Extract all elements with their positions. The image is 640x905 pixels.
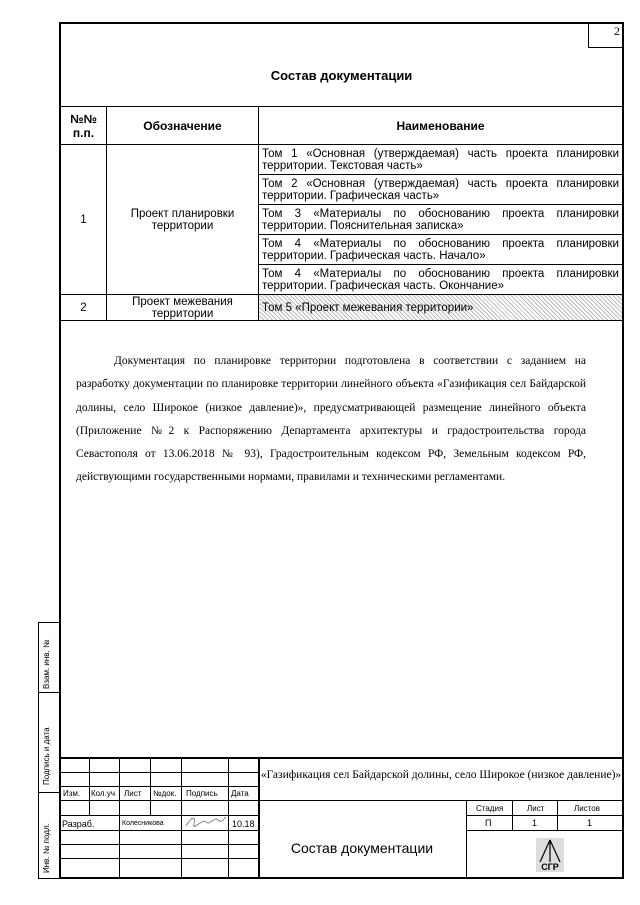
row-num: 2 (61, 295, 107, 321)
table-row (61, 295, 623, 321)
volume-cell: Том 4 «Материалы по обоснованию проекта планировки территории. Графическая часть. Окончание» (259, 265, 623, 295)
header-num: №№ п.п. (61, 107, 107, 145)
stamp-col-izm: Изм. (63, 789, 81, 798)
stamp-col-podpis: Подпись (186, 789, 218, 798)
stamp-col-ndok: №док. (153, 789, 177, 798)
volume-cell: Том 4 «Материалы по обоснованию проекта планировки территории. Графическая часть. Начало» (259, 235, 623, 265)
page-title: Состав документации (270, 68, 413, 83)
composition-table (60, 106, 623, 321)
stamp-developer-name: Колесникова (122, 820, 164, 827)
row-code: Проект межевания территории (107, 295, 259, 321)
sidebar-label-inv: Инв. № подл. (42, 823, 51, 873)
sidebar-label-podpis: Подпись и дата (42, 727, 51, 785)
stamp-stage: П (485, 818, 492, 828)
binding-sidebar (38, 622, 59, 879)
row-code: Проект планировки территории (107, 145, 259, 295)
stamp-col-data: Дата (231, 789, 249, 798)
svg-text:СГР: СГР (541, 862, 559, 872)
stamp-date: 10.18 (232, 819, 255, 829)
table-row (61, 145, 623, 175)
stamp-document-title: Состав документации (290, 840, 434, 856)
stamp-col-koluch: Кол.уч (91, 789, 115, 798)
volume-cell: Том 5 «Проект межевания территории» (259, 295, 623, 321)
header-name: Наименование (259, 107, 623, 145)
stamp-sheet-label: Лист (527, 804, 545, 813)
volume-cell: Том 1 «Основная (утверждаемая) часть проекта планировки территории. Текстовая часть» (259, 145, 623, 175)
volume-cell: Том 2 «Основная (утверждаемая) часть проекта планировки территории. Графическая часть» (259, 175, 623, 205)
stamp-col-list: Лист (124, 789, 142, 798)
company-logo-icon (532, 836, 568, 874)
sidebar-cell-inv (39, 793, 59, 879)
volume-cell: Том 3 «Материалы по обоснованию проекта планировки территории. Пояснительная записка» (259, 205, 623, 235)
sidebar-cell-vzam (39, 623, 59, 693)
stamp-role: Разраб. (62, 819, 95, 829)
signature-image (184, 814, 228, 830)
page-number: 2 (614, 24, 620, 38)
stamp-stage-label: Стадия (476, 804, 504, 813)
sidebar-cell-podpis (39, 693, 59, 793)
body-paragraph: Документация по планировке территории подготовлена в соответствии с заданием на разработку документации по планировке территории линейного объекта «Газификация сел Байдарской долины, село Широкое (низкое давление)», предусматривающей размещение линейного объекта (Приложение №2 к Распоряжению Департамента архитектуры и градостроительства города Севастополя от 13.06.2018 № 93), Градостроительным кодексом РФ, Земельным кодексом РФ, действующими государственными нормами, правилами и техническими регламентами. (76, 355, 586, 484)
header-code: Обозначение (107, 107, 259, 145)
page-number-box (588, 22, 624, 48)
sidebar-label-vzam: Взам. инв. № (42, 639, 51, 689)
stamp-sheets: 1 (587, 818, 593, 828)
stamp-sheets-label: Листов (574, 804, 600, 813)
stamp-sheet: 1 (532, 818, 538, 828)
table-header-row (61, 107, 623, 145)
row-num: 1 (61, 145, 107, 295)
stamp-project-name: «Газификация сел Байдарской долины, село Широкое (низкое давление)» (260, 769, 622, 781)
